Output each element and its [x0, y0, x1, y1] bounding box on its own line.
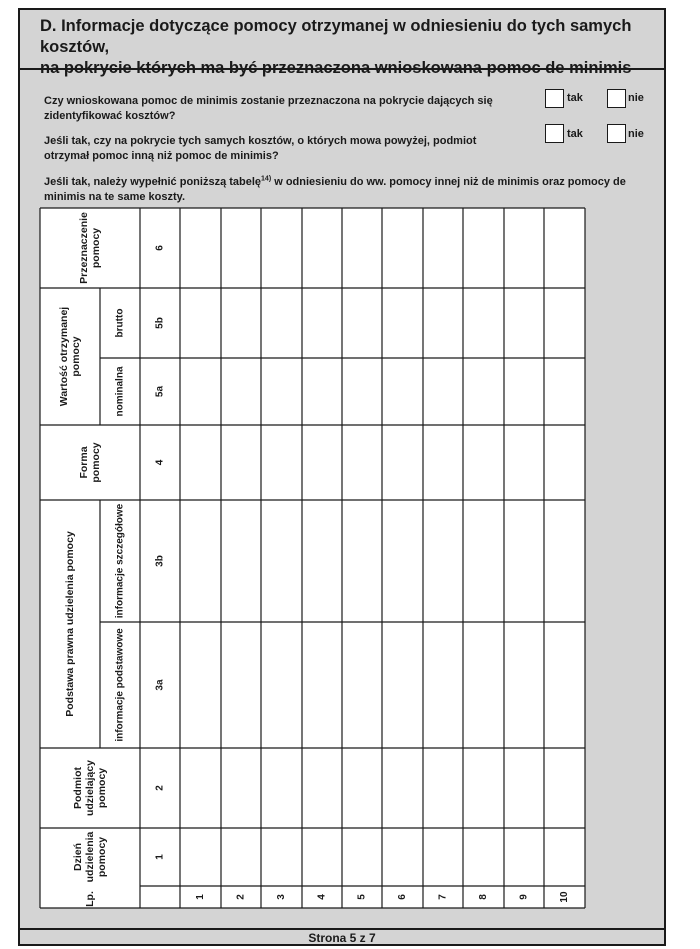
- row-number-2: 2: [235, 894, 247, 900]
- question-1-text: Czy wnioskowana pomoc de minimis zostanie przeznaczona na pokrycie dających się zidentyfikować kosztów?: [44, 95, 493, 122]
- page-number: Strona 5 z 7: [20, 928, 664, 946]
- table-instruction-text: Jeśli tak, należy wypełnić poniższą tabelę: [44, 176, 262, 188]
- column-header-2-label: pomocy: [96, 767, 108, 809]
- question-1-yes-label: tak: [567, 92, 583, 104]
- column-header-4-number: 4: [154, 459, 166, 466]
- column-subheader-5a-number: 5a: [154, 385, 166, 398]
- column-header-6-label: pomocy: [90, 227, 102, 269]
- section-title-line-2: na pokrycie których ma być przeznaczona wnioskowana pomoc de minimis: [40, 59, 632, 77]
- question-2-yes-label: tak: [567, 128, 583, 140]
- column-subheader-3a-label: informacje podstawowe: [114, 628, 126, 742]
- row-number-4: 4: [316, 894, 328, 900]
- row-number-7: 7: [437, 894, 449, 900]
- column-header-group-5-label: Wartość otrzymanej: [58, 306, 70, 407]
- column-subheader-3b-label: informacje szczegółowe: [114, 503, 126, 619]
- lp-header-label: Lp.: [84, 891, 96, 907]
- column-subheader-5b-number: 5b: [154, 317, 166, 329]
- column-header-group-3-label: Podstawa prawna udzielenia pomocy: [64, 531, 76, 717]
- column-header-6-number: 6: [154, 245, 166, 251]
- column-header-6-label: Przeznaczenie: [78, 212, 90, 284]
- section-title-line-1: D. Informacje dotyczące pomocy otrzymanej w odniesieniu do tych samych kosztów,: [40, 17, 632, 56]
- table-instruction-text-cont: w odniesieniu do ww. pomocy innej niż de minimis oraz pomocy de minimis na te same koszty.: [44, 176, 626, 203]
- column-header-group-5-label: pomocy: [70, 336, 82, 377]
- column-header-2-number: 2: [154, 785, 166, 791]
- column-header-4-label: pomocy: [90, 442, 102, 483]
- row-number-6: 6: [397, 894, 408, 900]
- row-number-8: 8: [478, 894, 489, 900]
- column-subheader-5b-label: brutto: [114, 308, 126, 338]
- row-number-3: 3: [276, 894, 287, 900]
- column-header-4-label: Forma: [78, 446, 90, 479]
- question-1-no-label: nie: [628, 92, 644, 104]
- row-number-10: 10: [559, 891, 570, 903]
- column-subheader-3a-number: 3a: [154, 679, 166, 691]
- row-number-1: 1: [195, 894, 206, 900]
- column-subheader-5a-label: nominalna: [114, 366, 126, 417]
- footnote-ref: 14): [261, 175, 272, 183]
- column-header-1-number: 1: [154, 854, 166, 860]
- column-header-2-label: Podmiot: [72, 767, 84, 809]
- row-number-5: 5: [356, 894, 368, 900]
- row-number-9: 9: [518, 894, 530, 900]
- column-header-1-label: pomocy: [96, 836, 108, 878]
- question-2-no-label: nie: [628, 128, 644, 140]
- column-header-1-label: udzielenia: [84, 831, 96, 883]
- column-header-2-label: udzielający: [84, 759, 96, 817]
- column-header-1-label: Dzień: [72, 842, 84, 872]
- column-subheader-3b-number: 3b: [154, 555, 166, 567]
- question-2-text: Jeśli tak, czy na pokrycie tych samych kosztów, o których mowa powyżej, podmiot otrzymał pomoc inną niż pomoc de minimis?: [44, 135, 477, 162]
